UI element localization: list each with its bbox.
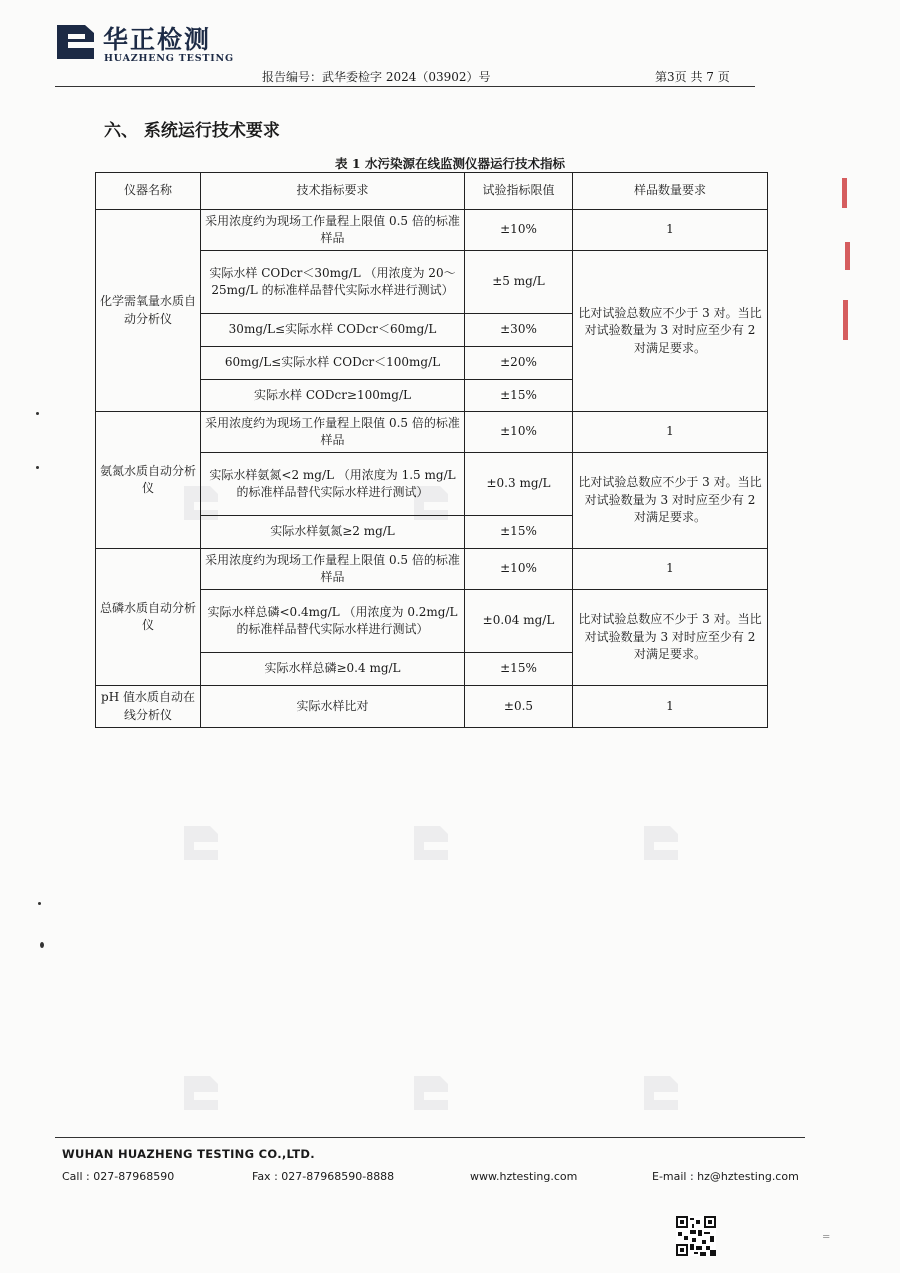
- header-divider: [55, 86, 755, 87]
- sample-cell: 比对试验总数应不少于 3 对。当比对试验数量为 3 对时应至少有 2 对满足要求。: [573, 251, 768, 412]
- edge-mark: =: [822, 1232, 831, 1243]
- requirement-cell: 实际水样比对: [201, 686, 465, 728]
- table-title: 表 1 水污染源在线监测仪器运行技术指标: [335, 156, 565, 171]
- sample-cell: 1: [573, 686, 768, 728]
- scan-speck: [40, 942, 44, 948]
- footer-fax: Fax : 027-87968590-8888: [252, 1170, 395, 1183]
- limit-cell: ±10%: [465, 412, 573, 453]
- limit-cell: ±20%: [465, 347, 573, 380]
- instrument-name: 化学需氧量水质自动分析仪: [96, 210, 201, 412]
- logo-mark-icon: [55, 22, 97, 62]
- requirement-cell: 60mg/L≤实际水样 CODcr＜100mg/L: [201, 347, 465, 380]
- header-requirement: 技术指标要求: [201, 173, 465, 210]
- section-title: 六、 系统运行技术要求: [104, 121, 280, 141]
- limit-cell: ±15%: [465, 516, 573, 549]
- stamp-edge-mark: [843, 300, 848, 340]
- footer-email: E-mail : hz@hztesting.com: [652, 1170, 799, 1183]
- header-limit: 试验指标限值: [465, 173, 573, 210]
- header-instrument: 仪器名称: [96, 173, 201, 210]
- table-row: [96, 412, 768, 453]
- requirement-cell: 采用浓度约为现场工作量程上限值 0.5 倍的标准样品: [201, 412, 465, 453]
- requirement-cell: 采用浓度约为现场工作量程上限值 0.5 倍的标准样品: [201, 549, 465, 590]
- instrument-name: 氨氮水质自动分析仪: [96, 412, 201, 549]
- instrument-name: pH 值水质自动在线分析仪: [96, 686, 201, 728]
- limit-cell: ±0.04 mg/L: [465, 590, 573, 653]
- limit-cell: ±0.5: [465, 686, 573, 728]
- requirement-cell: 实际水样氨氮<2 mg/L （用浓度为 1.5 mg/L 的标准样品替代实际水样进行测试）: [201, 453, 465, 516]
- scan-speck: [36, 412, 39, 415]
- footer-company: WUHAN HUAZHENG TESTING CO.,LTD.: [62, 1147, 315, 1161]
- report-number: 报告编号：武华委检字 2024（03902）号: [262, 70, 491, 84]
- limit-cell: ±15%: [465, 380, 573, 412]
- sample-cell: 比对试验总数应不少于 3 对。当比对试验数量为 3 对时应至少有 2 对满足要求。: [573, 590, 768, 686]
- watermark-logo: [640, 1070, 686, 1116]
- page-number: 第3页 共 7 页: [655, 70, 730, 84]
- limit-cell: ±10%: [465, 210, 573, 251]
- limit-cell: ±5 mg/L: [465, 251, 573, 314]
- table-row: [96, 686, 768, 728]
- table-row: [96, 549, 768, 590]
- watermark-logo: [410, 820, 456, 866]
- logo-english-name: HUAZHENG TESTING: [104, 53, 234, 64]
- header-sample: 样品数量要求: [573, 173, 768, 210]
- instrument-name: 总磷水质自动分析仪: [96, 549, 201, 686]
- sample-cell: 1: [573, 412, 768, 453]
- limit-cell: ±0.3 mg/L: [465, 453, 573, 516]
- footer-divider: [55, 1137, 805, 1138]
- technical-requirements-table: [95, 172, 768, 728]
- requirement-cell: 实际水样 CODcr＜30mg/L （用浓度为 20～25mg/L 的标准样品替代实际水样进行测试）: [201, 251, 465, 314]
- watermark-logo: [180, 1070, 226, 1116]
- sample-cell: 1: [573, 210, 768, 251]
- watermark-logo: [410, 1070, 456, 1116]
- scan-speck: [36, 466, 39, 469]
- requirement-cell: 实际水样总磷<0.4mg/L （用浓度为 0.2mg/L 的标准样品替代实际水样进行测试）: [201, 590, 465, 653]
- company-logo: [55, 20, 234, 68]
- scan-speck: [38, 902, 41, 905]
- limit-cell: ±10%: [465, 549, 573, 590]
- requirement-cell: 实际水样氨氮≥2 mg/L: [201, 516, 465, 549]
- stamp-edge-mark: [845, 242, 850, 270]
- requirement-cell: 采用浓度约为现场工作量程上限值 0.5 倍的标准样品: [201, 210, 465, 251]
- requirement-cell: 30mg/L≤实际水样 CODcr＜60mg/L: [201, 314, 465, 347]
- requirement-cell: 实际水样 CODcr≥100mg/L: [201, 380, 465, 412]
- stamp-edge-mark: [842, 178, 847, 208]
- requirement-cell: 实际水样总磷≥0.4 mg/L: [201, 653, 465, 686]
- logo-chinese-name: 华正检测: [103, 25, 212, 54]
- sample-cell: 1: [573, 549, 768, 590]
- watermark-logo: [640, 820, 686, 866]
- limit-cell: ±30%: [465, 314, 573, 347]
- footer-website: www.hztesting.com: [470, 1170, 578, 1183]
- qr-code-icon: [676, 1216, 716, 1256]
- limit-cell: ±15%: [465, 653, 573, 686]
- watermark-logo: [180, 820, 226, 866]
- table-header-row: [96, 173, 768, 210]
- table-row: [96, 210, 768, 251]
- footer-phone: Call : 027-87968590: [62, 1170, 175, 1183]
- sample-cell: 比对试验总数应不少于 3 对。当比对试验数量为 3 对时应至少有 2 对满足要求。: [573, 453, 768, 549]
